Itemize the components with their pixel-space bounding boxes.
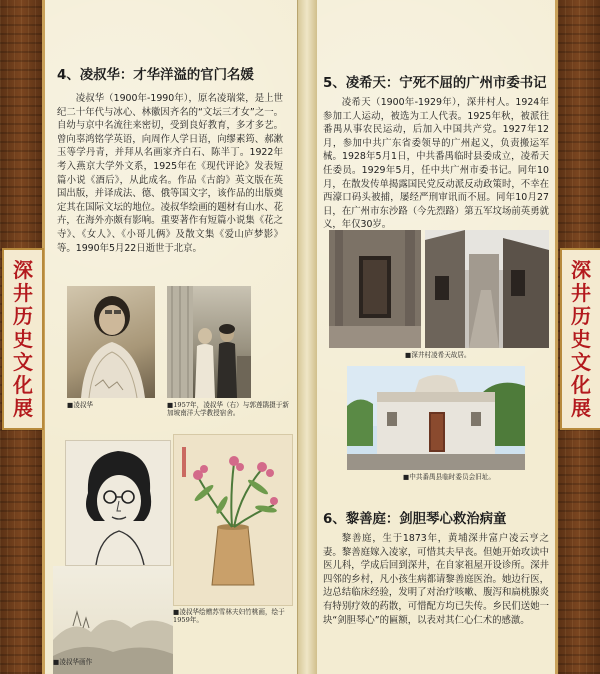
photo5-caption: ■凌叔华画作 — [53, 658, 93, 666]
banner-char: 化 — [13, 372, 33, 397]
side-banner-right — [560, 248, 600, 430]
former-residence-photo-2 — [425, 230, 549, 348]
house-caption: ■深井村凌希天故居。 — [405, 351, 471, 359]
left-panel — [45, 0, 297, 674]
right-panel — [317, 0, 555, 674]
section6-title: 6、黎善庭：剑胆琴心救治病童 — [323, 512, 507, 527]
banner-char: 历 — [13, 303, 33, 328]
committee-site-photo — [347, 366, 525, 470]
sketch-portrait — [65, 440, 171, 566]
banner-char: 深 — [571, 257, 591, 282]
portrait-photo — [67, 286, 155, 398]
former-residence-photo-1 — [329, 230, 421, 348]
section4-title: 4、凌叔华：才华洋溢的官门名媛 — [57, 68, 254, 83]
banner-char: 文 — [13, 349, 33, 374]
side-banner-left — [2, 248, 44, 430]
left-border — [0, 0, 45, 674]
two-women-photo — [167, 286, 251, 398]
photo2-caption: ■1957年，凌叔华（右）与郭莲鹃摄于新加坡南洋大学教授宿舍。 — [167, 401, 289, 418]
section5-title: 5、凌希天：宁死不屈的广州市委书记 — [323, 76, 547, 91]
banner-char: 井 — [13, 280, 33, 305]
banner-char: 化 — [571, 372, 591, 397]
section4-body: 凌叔华（1900年-1990年），原名凌瑞棠，是上世纪二十年代与冰心、林徽因齐名的“文坛三才女”之一。自幼与京中名流往来密切，受到良好教育，多才多艺。曾向辜鸿铭学英语，向周作人学日语，向缪素筠、郝漱玉等学丹青，并拜从名画家齐白石、陈半丁。1922年考入燕京大学外文系，1925年在《现代评论》发表短篇小说《酒后》，从此成名。作品《古韵》英文版在英国出版，并译成法、德、俄等国文字，该作品的出版奠定其在国际文坛的地位。凌叔华绘画的题材有山水、花卉，在海外亦颇有影响。重要著作有短篇小说集《花之寺》、《女人》、《小哥儿俩》及散文集《爱山庐梦影》等。1990年5月22日逝世于北京。 — [57, 93, 283, 254]
banner-char: 展 — [571, 395, 591, 420]
banner-char: 历 — [571, 303, 591, 328]
banner-char: 史 — [571, 326, 591, 351]
banner-char: 展 — [13, 395, 33, 420]
section5-body: 凌希天（1900年-1929年），深井村人。1924年参加工人运动，被选为工人代表。1925年秋，被派往番禺从事农民运动，后加入中国共产党。1927年12月，参加中共广东省委领导的广州起义，负责搬运军械。1928年5月1日，中共番禺临时县委成立，凌希天任委员。1929年5月，任中共广州市委书记。同年10月，在散发传单揭露国民党反动派反动政策时，不幸在西濠口码头被捕，屡经严刑审讯而不屈。同年10月27日，在广州市东沙路（今先烈路）第五军坟场前英勇就义，年仅30岁。 — [323, 97, 549, 231]
banner-char: 文 — [571, 349, 591, 374]
committee-caption: ■中共番禺县临时委员会旧址。 — [403, 473, 495, 481]
flower-painting — [173, 434, 293, 606]
center-divider — [297, 0, 319, 674]
photo4-caption: ■凌叔华绘赠苏雪林夫妇竹桃画，绘于1959年。 — [173, 608, 285, 625]
banner-char: 深 — [13, 257, 33, 282]
banner-char: 史 — [13, 326, 33, 351]
right-border — [555, 0, 600, 674]
section6-body: 黎善庭，生于1873年，黄埔深井富户凌云亨之妻。黎善庭嫁入凌家，可惜其夫早丧。但她开始攻读中医儿科，学成后回到深井，在自家祖屋开设诊所。深井四邻的乡村，凡小孩生病都请黎善庭医治。她边行医，边总结临床经验，发明了对治疗咳嗽、腹泻和扁桃腺炎有特别疗效的药散，可惜配方均已失传。乡民们送她一块“剑胆琴心”的匾额，以表对其仁心仁术的感激。 — [323, 533, 549, 626]
photo1-caption: ■凌叔华 — [67, 401, 94, 409]
banner-char: 井 — [571, 280, 591, 305]
